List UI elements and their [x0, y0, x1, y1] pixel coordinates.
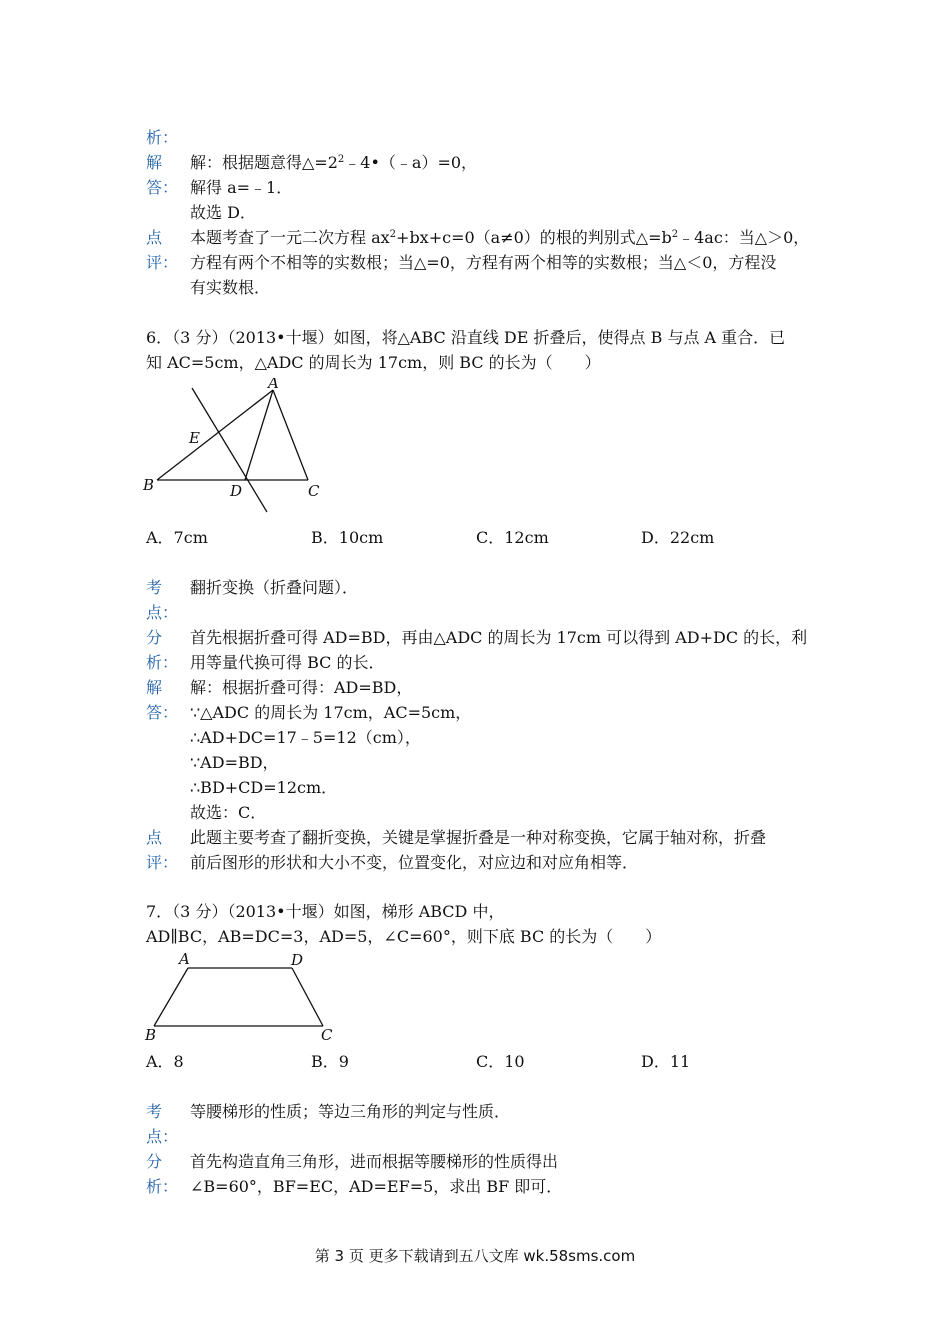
label-dian: 点：: [146, 603, 179, 622]
question-7-stem: 7．（3 分）（2013•十堰）如图，梯形 ABCD 中，: [146, 902, 505, 921]
q7-label-c: C: [321, 1026, 333, 1044]
answer-line: 解：根据题意得$\triangle=2^2﹣4•(﹣a)=0$，: [190, 153, 478, 172]
question-6-stem: 知 AC=5cm，△ADC 的周长为 17cm，则 BC 的长为（ ）: [146, 353, 601, 372]
page-footer: 第 3 页 更多下载请到五八文库 wk.58sms.com: [314, 1247, 636, 1265]
q6-label-b: B: [143, 476, 155, 494]
q7-option-b: B．9: [311, 1052, 349, 1071]
q6-analysis: 用等量代换可得 BC 的长．: [190, 653, 385, 672]
label-da: 答：: [146, 703, 179, 722]
q7-side-ab: [154, 968, 188, 1026]
label-fen: 分: [146, 628, 163, 647]
label-jie: 解: [146, 153, 163, 172]
q6-triangle-figure: [140, 378, 330, 518]
label-da: 答：: [146, 178, 179, 197]
q6-comment: 此题主要考查了翻折变换，关键是掌握折叠是一种对称变换，它属于轴对称，折叠: [190, 828, 767, 847]
q6-solution-line: ∵△ADC 的周长为 17cm，AC=5cm，: [190, 703, 472, 722]
q6-label-a: A: [268, 378, 279, 392]
answer-line: 故选 D．: [190, 203, 256, 222]
question-6-stem: 6．（3 分）（2013•十堰）如图，将△ABC 沿直线 DE 折叠后，使得点 B 与点 A 重合．已: [146, 328, 786, 347]
q7-option-c: C．10: [476, 1052, 525, 1071]
q6-label-d: D: [230, 482, 243, 500]
q6-solution-line: 故选：C．: [190, 803, 267, 822]
comment-line: 有实数根．: [190, 278, 271, 297]
q7-option-d: D．11: [641, 1052, 691, 1071]
label-dian: 点: [146, 828, 163, 847]
q7-analysis: 首先构造直角三角形，进而根据等腰梯形的性质得出: [190, 1152, 559, 1171]
label-xi: 析：: [146, 653, 179, 672]
q6-solution-line: ∴AD+DC=17﹣5=12（cm），: [190, 728, 421, 747]
q7-side-dc: [292, 968, 323, 1026]
q6-label-e: E: [189, 429, 200, 447]
answer-line: 解得 a=﹣1．: [190, 178, 293, 197]
q6-segment-ab: [157, 390, 273, 480]
q6-option-d: D．22cm: [641, 528, 715, 547]
q6-comment: 前后图形的形状和大小不变，位置变化，对应边和对应角相等．: [190, 853, 639, 872]
label-jie: 解: [146, 678, 163, 697]
label-fen: 分: [146, 1152, 163, 1171]
label-dian: 点：: [146, 1127, 179, 1146]
q7-label-a: A: [179, 950, 190, 968]
q6-segment-ac: [273, 390, 308, 480]
q6-segment-ad: [245, 390, 273, 480]
label-ping: 评：: [146, 853, 179, 872]
q7-knowledge: 等腰梯形的性质；等边三角形的判定与性质．: [190, 1102, 511, 1121]
q6-option-a: A．7cm: [146, 528, 208, 547]
comment-line: 本题考查了一元二次方程 $ax^2+bx+c=0(a\ne 0)$的根的判别式$\triangle=b^2﹣4ac$：当△＞0，: [190, 228, 810, 247]
q7-label-d: D: [291, 951, 304, 969]
q6-solution-line: ∵AD=BD，: [190, 753, 279, 772]
q7-analysis: ∠B=60°，BF=EC，AD=EF=5，求出 BF 即可．: [190, 1177, 563, 1196]
question-7-stem: AD∥BC，AB=DC=3，AD=5，∠C=60°，则下底 BC 的长为（ ）: [146, 927, 662, 946]
label-xi: 析：: [146, 1177, 179, 1196]
label-xi: 析：: [146, 128, 179, 147]
q6-analysis: 首先根据折叠可得 AD=BD，再由△ADC 的周长为 17cm 可以得到 AD+DC 的长，利: [190, 628, 808, 647]
comment-line: 方程有两个不相等的实数根；当△=0，方程有两个相等的实数根；当△＜0，方程没: [190, 253, 777, 272]
q7-option-a: A．8: [146, 1052, 184, 1071]
label-kao: 考: [146, 578, 163, 597]
q6-option-c: C．12cm: [476, 528, 549, 547]
q6-label-c: C: [308, 482, 320, 500]
q6-solution-line: ∴BD+CD=12cm．: [190, 778, 338, 797]
label-dian: 点: [146, 228, 163, 247]
label-ping: 评：: [146, 253, 179, 272]
label-kao: 考: [146, 1102, 163, 1121]
q6-solution-line: 解：根据折叠可得：AD=BD，: [190, 678, 413, 697]
q7-trapezoid-figure: [140, 948, 340, 1048]
q6-knowledge: 翻折变换（折叠问题）．: [190, 578, 359, 597]
q7-label-b: B: [145, 1026, 157, 1044]
q6-option-b: B．10cm: [311, 528, 384, 547]
